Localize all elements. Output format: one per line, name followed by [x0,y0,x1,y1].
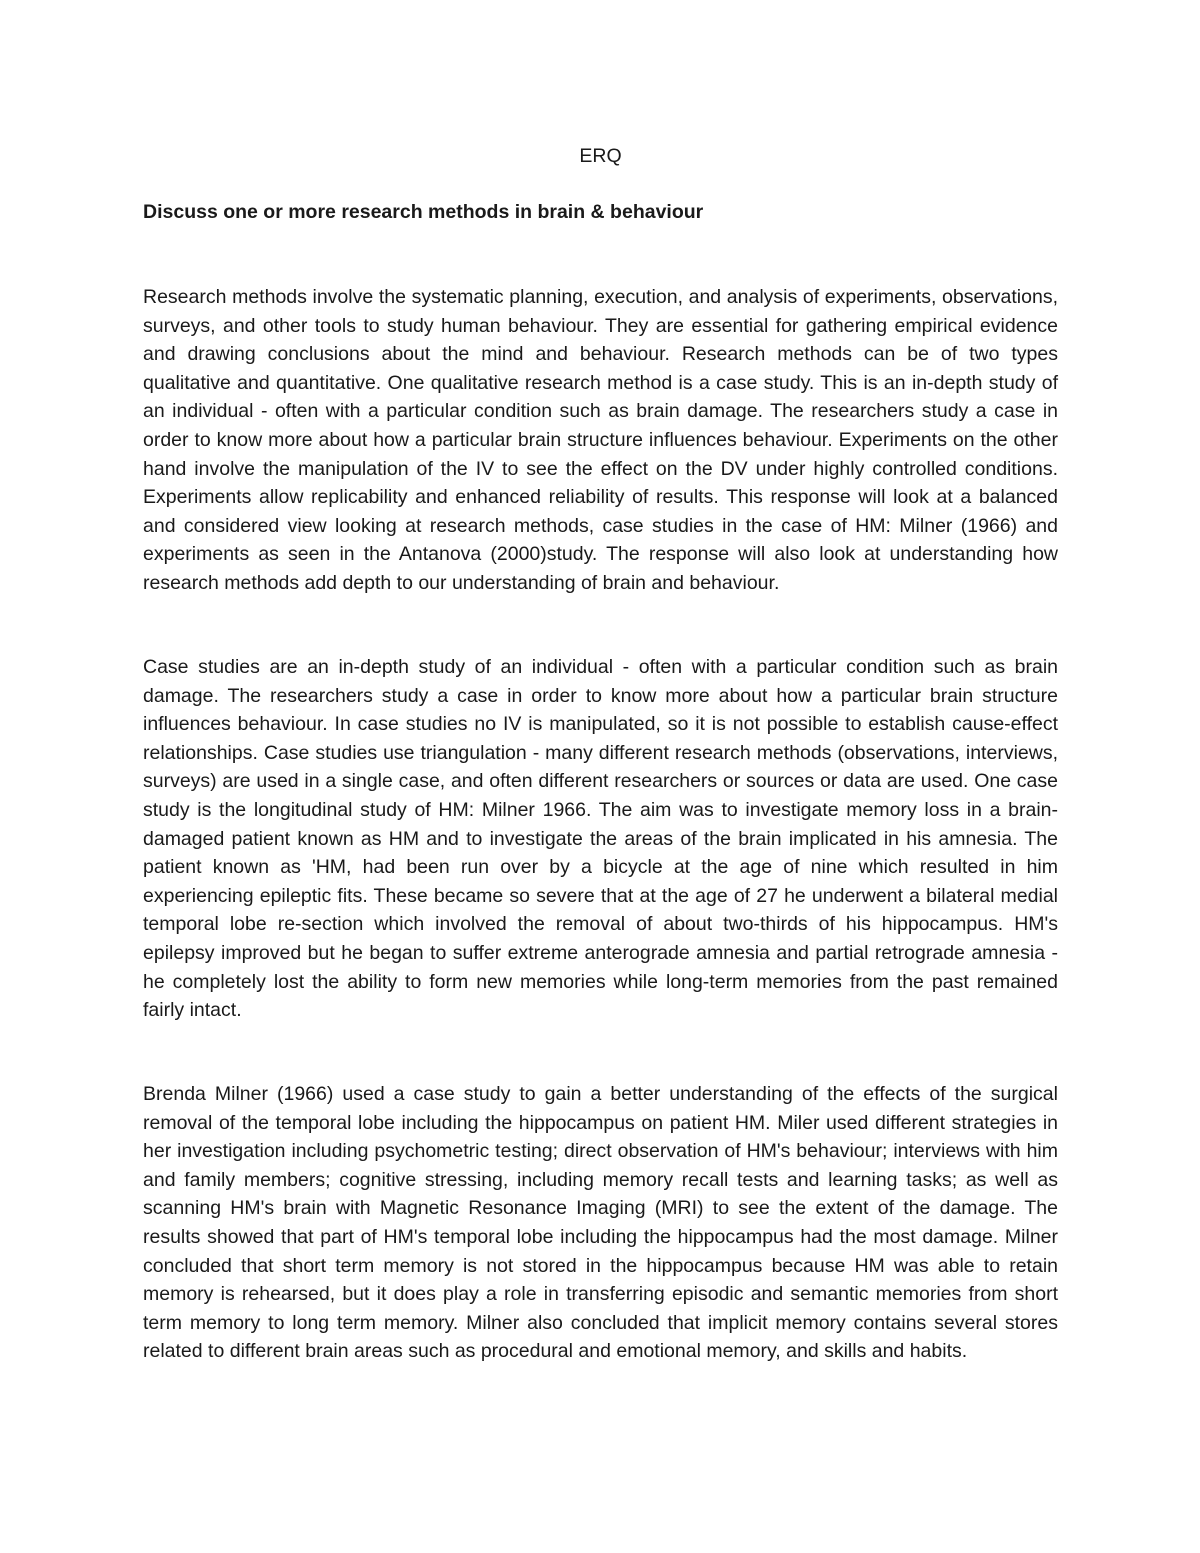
essay-question: Discuss one or more research methods in brain & behaviour [143,201,704,223]
paragraph-case-studies: Case studies are an in-depth study of an individual - often with a particular condition such as brain damage. The researchers study a case in order to know more about how a particular brain structure influences behaviour. In case studies no IV is manipulated, so it is not possible to establish cause-effect relationships. Case studies use triangulation - many different research methods (observations, interviews, surveys) are used in a single case, and often different researchers or sources or data are used. One case study is the longitudinal study of HM: Milner 1966. The aim was to investigate memory loss in a brain-damaged patient known as HM and to investigate the areas of the brain implicated in his amnesia. The patient known as 'HM, had been run over by a bicycle at the age of nine which resulted in him experiencing epileptic fits. These became so severe that at the age of 27 he underwent a bilateral medial temporal lobe re-section which involved the removal of about two-thirds of his hippocampus. HM's epilepsy improved but he began to suffer extreme anterograde amnesia and partial retrograde amnesia - he completely lost the ability to form new memories while long-term memories from the past remained fairly intact. [143,656,1058,1022]
paragraph-introduction: Research methods involve the systematic planning, execution, and analysis of experiments, observations, surveys, and other tools to study human behaviour. They are essential for gathering empirical evidence and drawing conclusions about the mind and behaviour. Research methods can be of two types qualitative and quantitative. One qualitative research method is a case study. This is an in-depth study of an individual - often with a particular condition such as brain damage. The researchers study a case in order to know more about how a particular brain structure influences behaviour. Experiments on the other hand involve the manipulation of the IV to see the effect on the DV under highly controlled conditions. Experiments allow replicability and enhanced reliability of results. This response will look at a balanced and considered view looking at research methods, case studies in the case of HM: Milner (1966) and experiments as seen in the Antanova (2000)study. The response will also look at understanding how research methods add depth to our understanding of brain and behaviour. [143,286,1058,594]
document-title: ERQ [579,145,622,167]
paragraph-milner-study: Brenda Milner (1966) used a case study to gain a better understanding of the effects of the surgical removal of the temporal lobe including the hippocampus on patient HM. Miler used different strategies in her investigation including psychometric testing; direct observation of HM's behaviour; interviews with him and family members; cognitive stressing, including memory recall tests and learning tasks; as well as scanning HM's brain with Magnetic Resonance Imaging (MRI) to see the extent of the damage. The results showed that part of HM's temporal lobe including the hippocampus had the most damage. Milner concluded that short term memory is not stored in the hippocampus because HM was able to retain memory is rehearsed, but it does play a role in transferring episodic and semantic memories from short term memory to long term memory. Milner also concluded that implicit memory contains several stores related to different brain areas such as procedural and emotional memory, and skills and habits. [143,1083,1058,1363]
